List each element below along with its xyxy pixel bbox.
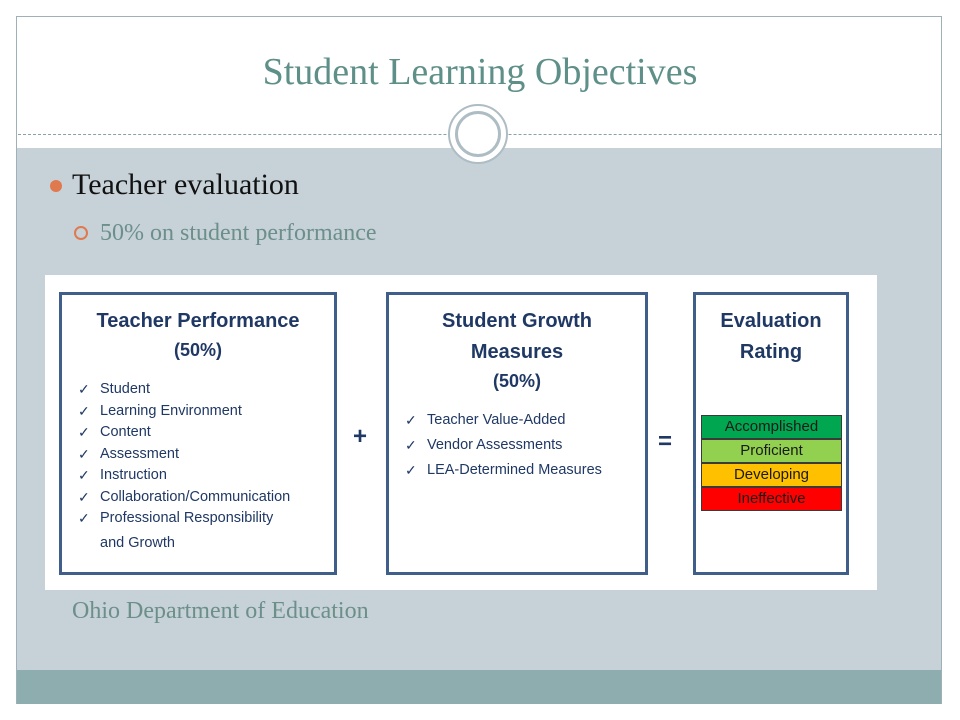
teacher-performance-box — [59, 292, 337, 575]
evaluation-diagram — [45, 275, 877, 590]
check-icon: ✓ — [78, 445, 90, 462]
rating-ineffective: Ineffective — [701, 487, 842, 511]
check-icon: ✓ — [78, 402, 90, 419]
teacher-performance-title: Teacher Performance — [96, 310, 300, 332]
student-growth-percent: (50%) — [492, 371, 541, 391]
plus-sign: + — [353, 423, 368, 450]
list-item-label: and Growth — [100, 534, 175, 551]
list-item — [72, 465, 334, 487]
check-icon: ✓ — [78, 381, 90, 397]
rating-accomplished: Accomplished — [701, 415, 842, 439]
list-item-label: Collaboration/Communication — [100, 488, 291, 505]
list-item — [72, 401, 334, 423]
list-item — [399, 458, 645, 483]
list-item — [399, 408, 645, 433]
rating-proficient: Proficient — [701, 439, 842, 463]
list-item-label: Vendor Assessments — [427, 437, 563, 453]
student-growth-title-line1: Student Growth — [442, 310, 592, 332]
list-item-label: LEA-Determined Measures — [427, 462, 602, 478]
list-item — [72, 508, 334, 530]
check-icon: ✓ — [405, 412, 417, 428]
teacher-performance-percent: (50%) — [173, 340, 222, 360]
list-item — [72, 379, 334, 401]
student-growth-box — [386, 292, 648, 575]
rating-developing: Developing — [701, 463, 842, 487]
list-item-label: Assessment — [100, 445, 179, 462]
list-item — [72, 487, 334, 509]
evaluation-title-line2: Rating — [739, 341, 803, 363]
check-icon: ✓ — [78, 467, 90, 483]
list-item-label: Professional Responsibility — [100, 510, 274, 526]
footer-bar — [17, 670, 941, 704]
bullet-teacher-evaluation: Teacher evaluation — [72, 168, 299, 201]
list-item-label: Teacher Value-Added — [427, 412, 566, 428]
teacher-performance-list — [72, 379, 334, 556]
list-item-continuation — [72, 530, 334, 556]
sub-bullet-student-performance: 50% on student performance — [100, 220, 377, 246]
list-item — [399, 433, 645, 458]
list-item-label: Content — [100, 424, 151, 440]
student-growth-title-line2: Measures — [470, 341, 564, 363]
list-item — [72, 422, 334, 444]
slide-title: Student Learning Objectives — [262, 51, 698, 93]
sub-bullet-circle-icon — [74, 226, 88, 240]
list-item-label: Instruction — [100, 467, 167, 483]
evaluation-title-line1: Evaluation — [720, 310, 822, 332]
list-item-label: Learning Environment — [100, 402, 242, 419]
check-icon: ✓ — [78, 424, 90, 440]
list-item — [72, 444, 334, 466]
check-icon: ✓ — [405, 437, 417, 453]
check-icon: ✓ — [78, 488, 90, 505]
check-icon: ✓ — [78, 510, 90, 526]
bullet-dot-icon — [50, 180, 62, 192]
list-item-label: Student — [100, 381, 150, 397]
student-growth-list — [399, 408, 645, 483]
divider-ring-icon — [455, 111, 501, 157]
check-icon: ✓ — [405, 462, 417, 478]
source-attribution: Ohio Department of Education — [72, 598, 369, 624]
equals-sign: = — [658, 428, 673, 455]
